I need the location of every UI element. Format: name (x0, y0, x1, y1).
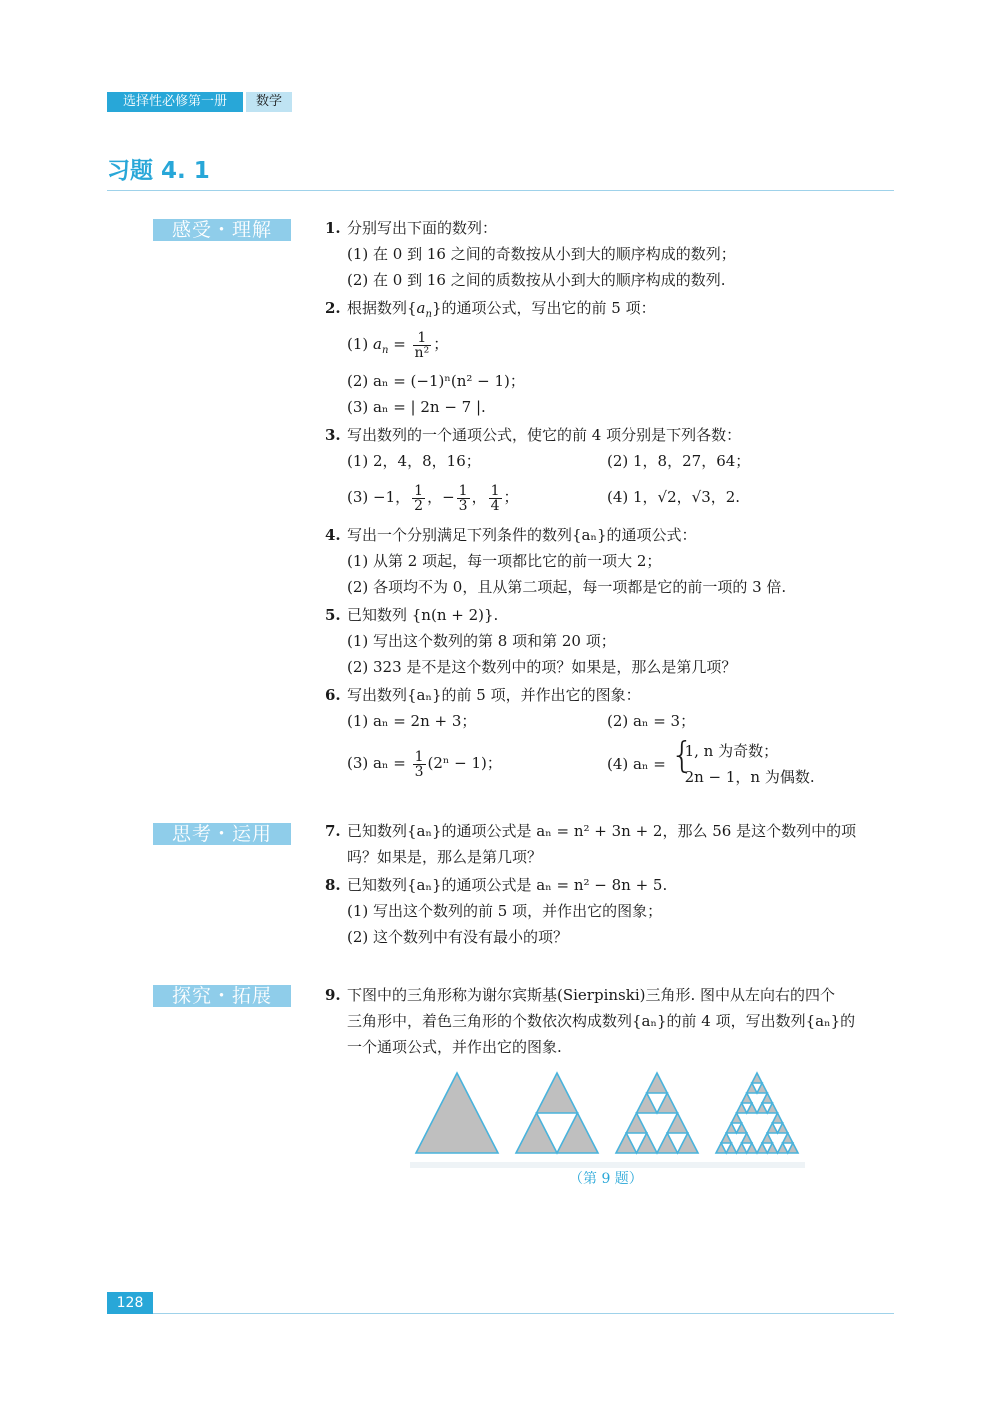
part-label: (3) aₙ = (347, 754, 406, 772)
q2-part-3: (3) aₙ = | 2n − 7 |. (347, 398, 486, 416)
page-number: 128 (107, 1292, 153, 1314)
q9-line-3: 一个通项公式，并作出它的图象. (347, 1038, 562, 1056)
q6-part-3 (347, 746, 502, 780)
piecewise-row-1: 1, n 为奇数； (684, 742, 779, 760)
footer-divider (153, 1313, 894, 1314)
question-stem-a: 根据数列{ (347, 299, 417, 317)
q3-part-4: (4) 1，√2，√3，2. (607, 488, 741, 506)
question-number: 4. (325, 526, 341, 544)
fraction (413, 750, 426, 779)
q4-part-2: (2) 各项均不为 0，且从第二项起，每一项都是它的前一项的 3 倍. (347, 578, 787, 596)
fraction (457, 484, 470, 513)
q2-part-2: (2) aₙ = (−1)ⁿ(n² − 1)； (347, 372, 525, 390)
question-stem: 已知数列 {n(n + 2)}. (347, 606, 499, 624)
question-8 (325, 874, 667, 896)
question-5 (325, 604, 498, 626)
fraction-denominator: 2 (414, 497, 424, 514)
question-number: 3. (325, 426, 341, 444)
question-3 (325, 424, 741, 446)
part-label: (4) aₙ = (607, 755, 666, 773)
part-end: ； (433, 335, 449, 353)
piecewise-brace (670, 735, 815, 790)
fraction-numerator: 1 (414, 748, 424, 765)
q8-part-2: (2) 这个数列中有没有最小的项？ (347, 928, 569, 946)
fraction (412, 484, 425, 513)
fraction-numerator: 1 (414, 482, 424, 499)
section-label-apply: 思考・运用 (153, 823, 291, 845)
question-stem-b: }的通项公式，写出它的前 5 项： (431, 299, 656, 317)
question-9 (325, 984, 835, 1006)
book-title: 选择性必修第一册 (107, 92, 243, 112)
sierpinski-figure (410, 1070, 805, 1170)
question-1 (325, 217, 497, 239)
q8-part-1: (1) 写出这个数列的前 5 项，并作出它的图象； (347, 902, 663, 920)
question-stem: 分别写出下面的数列： (347, 219, 498, 237)
part-end: ； (503, 488, 519, 506)
q6-part-1: (1) aₙ = 2n + 3； (347, 712, 477, 730)
question-number: 8. (325, 876, 341, 894)
question-stem: 写出一个分别满足下列条件的数列{aₙ}的通项公式： (347, 526, 697, 544)
fraction-numerator: 1 (413, 331, 432, 346)
question-line-1: 已知数列{aₙ}的通项公式是 aₙ = n² + 3n + 2，那么 56 是这个数列中的项 (347, 822, 857, 840)
section-label-explore: 探究・拓展 (153, 985, 291, 1007)
separator: ，− (427, 488, 455, 506)
question-7 (325, 820, 856, 842)
question-number: 2. (325, 299, 341, 317)
part-label: (3) −1， (347, 488, 411, 506)
q5-part-1: (1) 写出这个数列的第 8 项和第 20 项； (347, 632, 616, 650)
fraction-numerator: 1 (458, 482, 468, 499)
question-stem: 写出数列的一个通项公式，使它的前 4 项分别是下列各数： (347, 426, 742, 444)
separator: ， (471, 488, 487, 506)
fraction-denominator: 4 (490, 497, 500, 514)
question-line-1: 下图中的三角形称为谢尔宾斯基(Sierpinski)三角形. 图中从左向右的四个 (347, 986, 836, 1004)
figure-caption: （第 9 题） (569, 1171, 643, 1187)
fraction-denominator: 3 (458, 497, 468, 514)
question-number: 9. (325, 986, 341, 1004)
question-6 (325, 684, 641, 706)
q5-part-2: (2) 323 是不是这个数列中的项？如果是，那么是第几项？ (347, 658, 737, 676)
question-number: 6. (325, 686, 341, 704)
fraction-denominator: 3 (414, 763, 424, 780)
q3-part-2: (2) 1，8，27，64； (607, 452, 751, 470)
q2-part-1: (1) $a_n$ = $\frac{1}{\text{n²}}$ ； (347, 329, 449, 361)
subject-label: 数学 (246, 92, 292, 112)
section-label-understand: 感受・理解 (153, 219, 291, 241)
q1-part-1: (1) 在 0 到 16 之间的奇数按从小到大的顺序构成的数列； (347, 245, 736, 263)
question-2: 2. 根据数列$\{a_n\}$的通项公式，写出它的前 5 项： (325, 299, 656, 320)
piecewise-row-2: 2n − 1，n 为偶数. (684, 768, 815, 786)
fraction (489, 484, 502, 513)
question-4 (325, 524, 697, 546)
q3-part-3 (347, 482, 519, 513)
title-divider (107, 190, 894, 191)
question-number: 5. (325, 606, 341, 624)
q6-part-4 (607, 735, 815, 790)
part-end: (2ⁿ − 1)； (427, 754, 502, 772)
part-label: (1) (347, 335, 369, 353)
question-stem: 已知数列{aₙ}的通项公式是 aₙ = n² − 8n + 5. (347, 876, 668, 894)
fraction-denominator: n² (414, 344, 430, 361)
question-stem: 写出数列{aₙ}的前 5 项，并作出它的图象： (347, 686, 641, 704)
fraction-numerator: 1 (490, 482, 500, 499)
q6-part-2: (2) aₙ = 3； (607, 712, 696, 730)
fraction (413, 331, 432, 360)
brace-glyph: { (670, 735, 694, 776)
q9-line-2: 三角形中，着色三角形的个数依次构成数列{aₙ}的前 4 项，写出数列{aₙ}的 (347, 1012, 856, 1030)
page-title: 习题 4. 1 (107, 158, 210, 184)
question-number: 1. (325, 219, 341, 237)
question-number: 7. (325, 822, 341, 840)
q3-part-1: (1) 2，4，8，16； (347, 452, 481, 470)
q7-line-2: 吗？如果是，那么是第几项？ (347, 848, 543, 866)
q1-part-2: (2) 在 0 到 16 之间的质数按从小到大的顺序构成的数列. (347, 271, 726, 289)
q4-part-1: (1) 从第 2 项起，每一项都比它的前一项大 2； (347, 552, 662, 570)
